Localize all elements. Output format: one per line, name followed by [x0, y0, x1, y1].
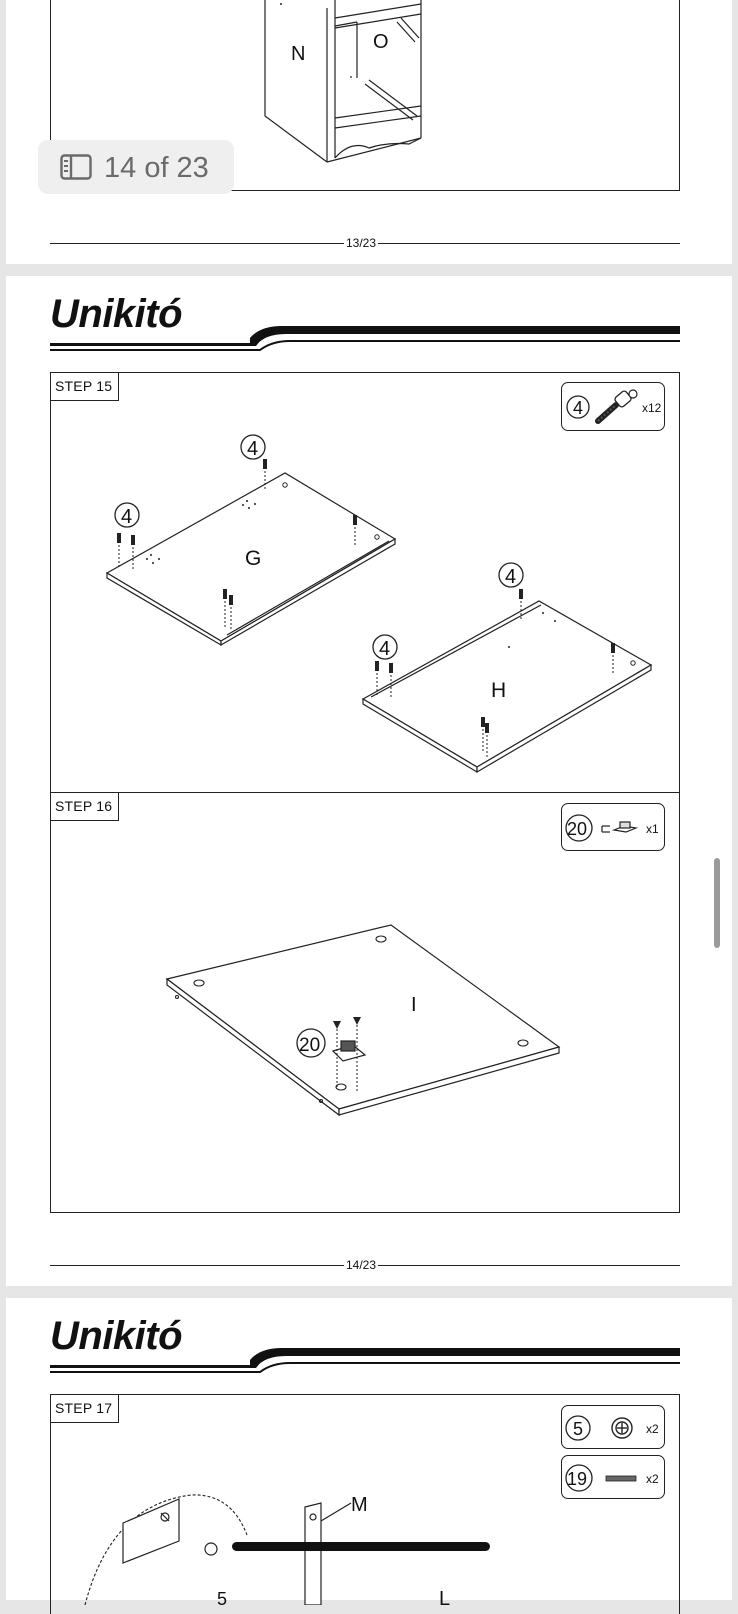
part-callout: 5: [217, 1589, 228, 1605]
header-swoosh: [50, 320, 682, 354]
panel-label-m: M: [351, 1494, 368, 1516]
panel-label-h: H: [491, 679, 507, 702]
page-counter-text: 14 of 23: [104, 152, 209, 184]
part-callout: 4: [247, 438, 259, 460]
step-16-frame: [50, 792, 680, 1213]
part-callout: 4: [379, 638, 391, 660]
part-callout: 4: [121, 506, 133, 528]
panel-label-l: L: [439, 1588, 451, 1605]
page-number: 14/23: [346, 1258, 377, 1272]
brand-logo: Unikitó: [50, 1314, 183, 1358]
brand-logo: Unikitó: [50, 292, 183, 336]
scrollbar-thumb[interactable]: [714, 858, 720, 948]
step-17-frame: [50, 1394, 680, 1614]
panel-label-o: O: [373, 31, 389, 53]
step-16-illustration: [51, 793, 679, 1213]
hardware-qty: x2: [646, 1472, 659, 1486]
panel-label-i: I: [411, 994, 417, 1016]
hardware-qty: x1: [646, 822, 659, 836]
home-indicator[interactable]: [232, 1542, 490, 1551]
hardware-callout: 20: [567, 819, 588, 839]
page-counter-badge[interactable]: [38, 140, 234, 194]
hardware-callout: 4: [573, 398, 584, 418]
part-callout: 4: [505, 566, 517, 588]
step-15-title: STEP 15: [51, 373, 119, 401]
panel-label-g: G: [245, 547, 262, 570]
manual-page-14: [6, 276, 732, 1286]
hardware-callout: 5: [573, 1419, 584, 1439]
hardware-qty: x12: [642, 401, 662, 415]
step-16-title: STEP 16: [51, 793, 119, 821]
manual-page-13: [6, 0, 732, 264]
hardware-callout: 19: [567, 1469, 588, 1489]
step-15-frame: [50, 372, 680, 793]
manual-page-15: [6, 1298, 732, 1605]
step-17-illustration: [51, 1395, 679, 1605]
header-swoosh: [50, 1342, 682, 1376]
document-pages-icon: [60, 154, 92, 180]
step-15-illustration: [51, 373, 679, 793]
step-17-title: STEP 17: [51, 1395, 119, 1423]
part-callout: 20: [299, 1035, 321, 1056]
hardware-qty: x2: [646, 1422, 659, 1436]
panel-label-n: N: [291, 43, 306, 65]
page-number: 13/23: [346, 236, 377, 250]
